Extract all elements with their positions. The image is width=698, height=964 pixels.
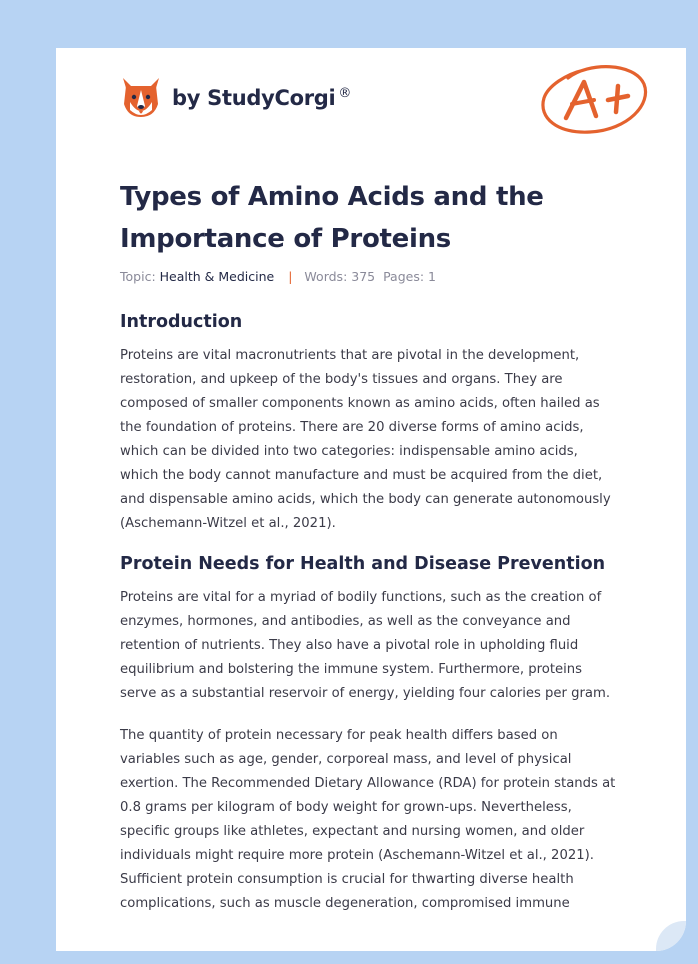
- paragraph: Proteins are vital for a myriad of bodily functions, such as the creation of enzymes, hormones, and antibodies, as well as the conveyance and retention of nutrients. They also have a pivotal role in upholding fluid equilibrium and bolstering the immune system. Furthermore, proteins serve as a substantial reservoir of energy, yielding four calories per gram.: [120, 590, 611, 701]
- essay-meta: [120, 268, 620, 286]
- topic-label: Topic:: [120, 269, 156, 284]
- essay-content: [120, 176, 620, 916]
- word-count: Words: 375: [304, 269, 376, 284]
- section-heading-protein-needs: Protein Needs for Health and Disease Prevention: [120, 554, 606, 574]
- brand-name: by StudyCorgi ®: [172, 86, 352, 110]
- page-title: Types of Amino Acids and the Importance of Proteins: [120, 182, 544, 254]
- page-fold-corner: [656, 921, 686, 951]
- brand-logo[interactable]: [120, 76, 351, 120]
- paragraph: The quantity of protein necessary for peak health differs based on variables such as age, gender, corporeal mass, and level of physical exertion. The Recommended Dietary Allowance (RDA) for protein stands at 0.8 grams per kilogram of body weight for grown-ups. Nevertheless, specific groups like athletes, expectant and nursing women, and older individuals might require more protein (Aschemann-Witzel et al., 2021). Sufficient protein consumption is crucial for thwarting diverse health complications, such as muscle degeneration, compromised immune: [120, 728, 616, 911]
- a-plus-grade-icon: [538, 58, 650, 138]
- corgi-logo-icon: [120, 76, 162, 120]
- page-count: Pages: 1: [383, 269, 436, 284]
- document-page: [56, 48, 686, 951]
- registered-mark: ®: [338, 86, 352, 101]
- section-heading-introduction: Introduction: [120, 312, 243, 332]
- paragraph: Proteins are vital macronutrients that are pivotal in the development, restoration, and upkeep of the body's tissues and organs. They are composed of smaller components known as amino acids, often hailed as the foundation of proteins. There are 20 diverse forms of amino acids, which can be divided into two categories: indispensable amino acids, which the body cannot manufacture and must be acquired from the diet, and dispensable amino acids, which the body can generate autonomously (Aschemann-Witzel et al., 2021).: [120, 348, 611, 531]
- meta-separator: |: [288, 269, 293, 284]
- topic-link[interactable]: Health & Medicine: [159, 269, 275, 284]
